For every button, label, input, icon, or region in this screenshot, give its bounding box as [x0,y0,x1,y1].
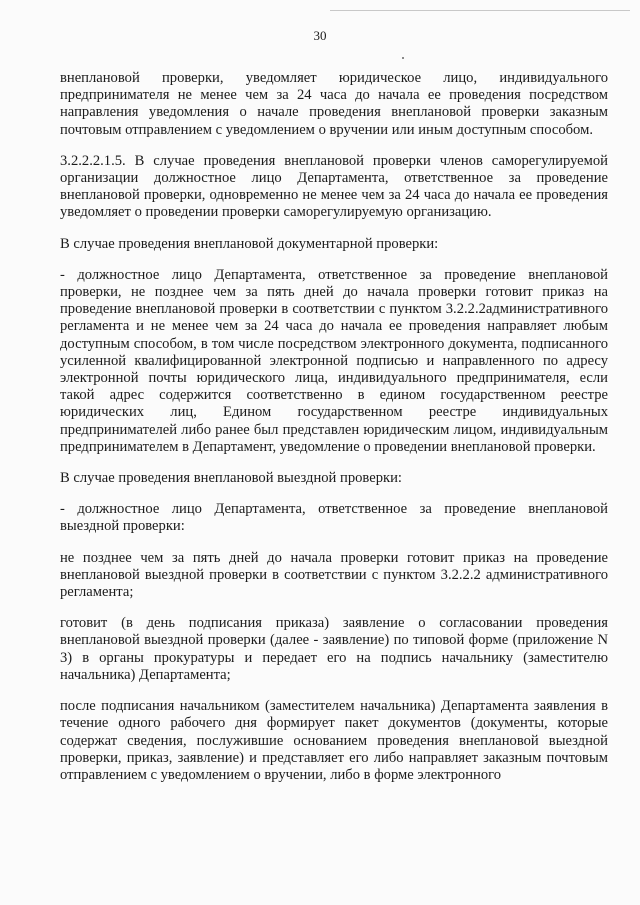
paragraph-6: - должностное лицо Департамента, ответственное за проведение внеплановой выездной проверки: [60,501,608,535]
top-rule-line [330,10,630,11]
paragraph-1: внеплановой проверки, уведомляет юридическое лицо, индивидуального предпринимателя не менее чем за 24 часа до начала ее проведения посредством направления уведомления о начале проведения внеплановой проверки заказным почтовым отправлением с уведомлением о вручении или иным доступным способом. [60,70,608,138]
paragraph-5: В случае проведения внеплановой выездной проверки: [60,470,402,487]
scan-speck [402,57,404,59]
paragraph-4: - должностное лицо Департамента, ответственное за проведение внеплановой проверки, не позднее чем за пять дней до начала проверки готовит приказ на проведение внеплановой проверки в соответствии с пунктом 3.2.2.2административного регламента и не менее чем за 24 часа до начала ее проведения направляет любым доступным способом, в том числе посредством электронного документа, подписанного усиленной квалифицированной электронной подписью и направленного по адресу электронной почты юридического лица, индивидуального предпринимателя, если такой адрес содержится соответственно в едином государственном реестре юридических лиц, Едином государственном реестре индивидуальных предпринимателей либо ранее был представлен юридическим лицом, индивидуальным предпринимателем в Департамент, уведомление о проведении внеплановой проверки. [60,266,608,455]
page-number: 30 [313,28,327,43]
paragraph-8: готовит (в день подписания приказа) заявление о согласовании проведения внеплановой выездной проверки (далее - заявление) по типовой форме (приложение N 3) в органы прокуратуры и передает его на подпись начальнику (заместителю начальника) Департамента; [60,615,608,683]
paragraph-9: после подписания начальником (заместителем начальника) Департамента заявления в течение одного рабочего дня формирует пакет документов (документы, которые содержат сведения, послужившие основанием проведения внеплановой выездной проверки, приказ, заявление) и представляет его либо направляет заказным почтовым отправлением с уведомлением о вручении, либо в форме электронного [60,698,608,783]
paragraph-3: В случае проведения внеплановой документарной проверки: [60,235,439,252]
paragraph-7: не позднее чем за пять дней до начала проверки готовит приказ на проведение внеплановой выездной проверки в соответствии с пунктом 3.2.2.2 административного регламента; [60,549,608,601]
document-body [60,70,608,797]
paragraph-2: 3.2.2.2.1.5. В случае проведения внеплановой проверки членов саморегулируемой организации должностное лицо Департамента, ответственное за проведение внеплановой проверки, одновременно не менее чем за 24 часа до начала ее проведения уведомляет о проведении проверки саморегулируемую организацию. [60,152,608,221]
